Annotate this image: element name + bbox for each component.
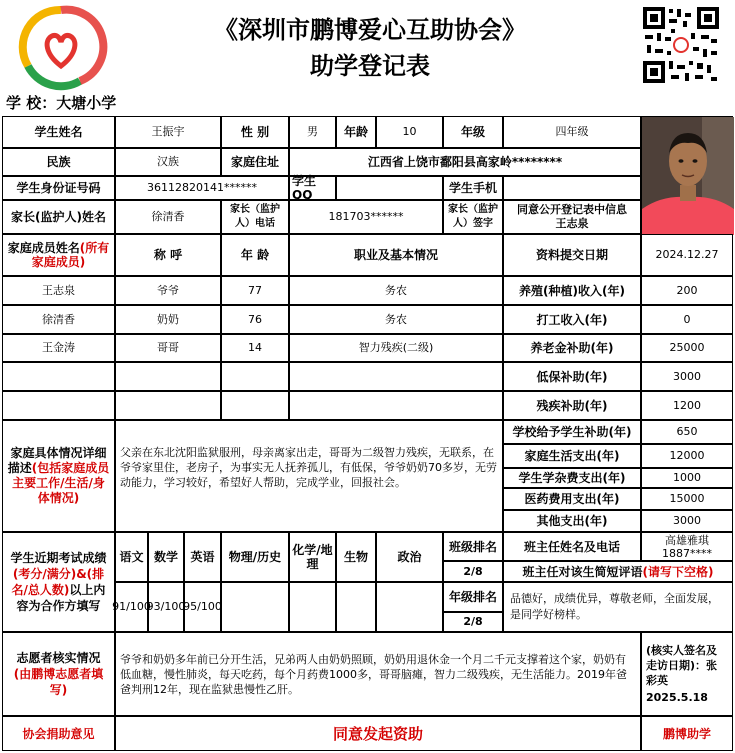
finance-label: 医药费用支出(年)	[503, 488, 641, 510]
finance-label: 养殖(种植)收入(年)	[503, 276, 641, 305]
situation-text: 父亲在东北沈阳监狱服刑，母亲离家出走，哥哥为二级智力残疾，无联系，在爷爷家里住，老房子，为事实无人抚养孤儿，有低保，爷爷奶奶70多岁，无劳动能力，学习较好，希望好人帮助，完成学业，回报社会。	[115, 420, 503, 532]
address-label: 家庭住址	[221, 148, 289, 176]
member-age	[221, 391, 289, 420]
volunteer-label: 志愿者核实情况(由鹏博志愿者填写)	[2, 632, 115, 716]
footer-brand: 鹏博助学	[641, 716, 733, 751]
finance-label: 家庭生活支出(年)	[503, 444, 641, 468]
volunteer-label-note: (由鹏博志愿者填写)	[13, 667, 104, 697]
finance-label: 打工收入(年)	[503, 305, 641, 334]
finance-label: 其他支出(年)	[503, 510, 641, 532]
col-age: 年 龄	[221, 234, 289, 276]
finance-label: 残疾补助(年)	[503, 391, 641, 420]
qr-code-icon	[641, 5, 721, 85]
subject-score	[336, 582, 376, 632]
subject-header: 化学/地理	[289, 532, 336, 582]
teacher-label: 班主任姓名及电话	[503, 532, 641, 561]
teacher-comment-note: (请写下空格)	[642, 564, 714, 579]
address: 江西省上饶市鄱阳县高家岭********	[289, 148, 641, 176]
member-name: 王志泉	[2, 276, 115, 305]
member-relation: 奶奶	[115, 305, 221, 334]
subject-header: 生物	[336, 532, 376, 582]
phone-value	[503, 176, 641, 200]
gender-label: 性 别	[221, 116, 289, 148]
finance-value: 200	[641, 276, 733, 305]
heart-logo-icon	[20, 6, 102, 88]
grade-rank-label: 年级排名	[443, 582, 503, 612]
member-name: 王金涛	[2, 334, 115, 362]
id-label: 学生身份证号码	[2, 176, 115, 200]
age: 10	[376, 116, 443, 148]
guardian-signature: 王志泉	[555, 217, 589, 230]
finance-value: 25000	[641, 334, 733, 362]
exam-label: 学生近期考试成绩(考分/满分)&(排名/总人数)以上内容为合作方填写	[2, 532, 115, 632]
subject-score: 91/100	[115, 582, 148, 632]
school-line	[6, 92, 116, 112]
id-number: 36112820141******	[115, 176, 289, 200]
exam-label-note: (考分/满分)&(排名/总人数)	[11, 567, 105, 597]
student-name: 王振宇	[115, 116, 221, 148]
member-relation: 哥哥	[115, 334, 221, 362]
finance-value: 3000	[641, 362, 733, 391]
qr-code	[641, 5, 721, 85]
volunteer-verifier	[641, 632, 733, 716]
ethnicity-label: 民族	[2, 148, 115, 176]
subject-header: 政治	[376, 532, 443, 582]
finance-label: 学校给予学生补助(年)	[503, 420, 641, 444]
finance-value: 15000	[641, 488, 733, 510]
family-label-note: (所有家庭成员)	[31, 241, 110, 269]
class-rank: 2/8	[443, 561, 503, 582]
col-relation: 称 呼	[115, 234, 221, 276]
member-age: 76	[221, 305, 289, 334]
member-job: 智力残疾(二级)	[289, 334, 503, 362]
footer-opinion: 同意发起资助	[115, 716, 641, 751]
phone-label: 学生手机	[443, 176, 503, 200]
consent-label: 同意公开登记表中信息	[517, 203, 627, 216]
qq-value	[336, 176, 443, 200]
school-label: 学 校：	[6, 94, 57, 112]
guardian-sign-label: 家长（监护人）签字	[443, 200, 503, 234]
member-name	[2, 391, 115, 420]
member-age: 77	[221, 276, 289, 305]
member-job: 务农	[289, 305, 503, 334]
title-line1: 《深圳市鹏博爱心互助协会》	[214, 15, 526, 44]
subject-score	[376, 582, 443, 632]
member-relation	[115, 391, 221, 420]
member-job	[289, 391, 503, 420]
member-job	[289, 362, 503, 391]
member-job: 务农	[289, 276, 503, 305]
student-photo	[641, 116, 733, 234]
subject-header: 数学	[148, 532, 184, 582]
subject-score	[221, 582, 289, 632]
student-photo-image	[642, 117, 734, 235]
student-name-label: 学生姓名	[2, 116, 115, 148]
guardian-phone-label: 家长（监护人）电话	[221, 200, 289, 234]
finance-value: 0	[641, 305, 733, 334]
class-rank-label: 班级排名	[443, 532, 503, 561]
finance-label: 低保补助(年)	[503, 362, 641, 391]
grade-rank: 2/8	[443, 612, 503, 632]
teacher-comment-label: 班主任对该生简短评语(请写下空格)	[503, 561, 733, 582]
member-name: 徐清香	[2, 305, 115, 334]
age-label: 年龄	[336, 116, 376, 148]
verifier-label: (核实人签名及走访日期)：张彩英	[646, 644, 718, 687]
finance-value: 650	[641, 420, 733, 444]
finance-value: 3000	[641, 510, 733, 532]
ethnicity: 汉族	[115, 148, 221, 176]
teacher-name: 高雄雅琪	[665, 533, 709, 547]
guardian-consent	[503, 200, 641, 234]
finance-value: 1000	[641, 468, 733, 488]
family-label: 家庭成员姓名(所有家庭成员)	[2, 234, 115, 276]
subject-score: 93/100	[148, 582, 184, 632]
finance-value: 2024.12.27	[641, 234, 733, 276]
subject-header: 物理/历史	[221, 532, 289, 582]
gender: 男	[289, 116, 336, 148]
grade-label: 年级	[443, 116, 503, 148]
member-relation	[115, 362, 221, 391]
guardian-phone: 181703******	[289, 200, 443, 234]
subject-score	[289, 582, 336, 632]
teacher-comment: 品德好，成绩优异，尊敬老师，全面发展，是同学好榜样。	[503, 582, 733, 632]
teacher-phone: 1887****	[662, 546, 712, 560]
finance-label: 资料提交日期	[503, 234, 641, 276]
school-value: 大塘小学	[56, 94, 117, 112]
finance-value: 12000	[641, 444, 733, 468]
guardian-name: 徐清香	[115, 200, 221, 234]
finance-value: 1200	[641, 391, 733, 420]
subject-header: 英语	[184, 532, 221, 582]
col-job: 职业及基本情况	[289, 234, 503, 276]
member-age	[221, 362, 289, 391]
grade: 四年级	[503, 116, 641, 148]
member-relation: 爷爷	[115, 276, 221, 305]
volunteer-text: 爷爷和奶奶多年前已分开生活，兄弟两人由奶奶照顾，奶奶用退休金一个月二千元支撑着这个家，奶奶有低血糖，慢性肺炎，每天吃药，每个月药费1000多，哥哥脑瘫，智力二级残疾，无生活能力。2019年爸爸判刑12年，现在监狱患慢性乙肝。	[115, 632, 641, 716]
footer-label: 协会捐助意见	[2, 716, 115, 751]
subject-header: 语文	[115, 532, 148, 582]
title-line2: 助学登记表	[310, 51, 430, 80]
teacher-contact	[641, 532, 733, 561]
situation-label-note: (包括家庭成员主要工作/生活/身体情况)	[12, 461, 110, 505]
guardian-name-label: 家长(监护人)姓名	[2, 200, 115, 234]
logo	[20, 6, 102, 88]
situation-label: 家庭具体情况详细描述(包括家庭成员主要工作/生活/身体情况)	[2, 420, 115, 532]
member-age: 14	[221, 334, 289, 362]
qq-label: 学生QQ	[289, 176, 336, 200]
member-name	[2, 362, 115, 391]
subject-score: 95/100	[184, 582, 221, 632]
finance-label: 学生学杂费支出(年)	[503, 468, 641, 488]
verify-date: 2025.5.18	[646, 691, 708, 704]
finance-label: 养老金补助(年)	[503, 334, 641, 362]
